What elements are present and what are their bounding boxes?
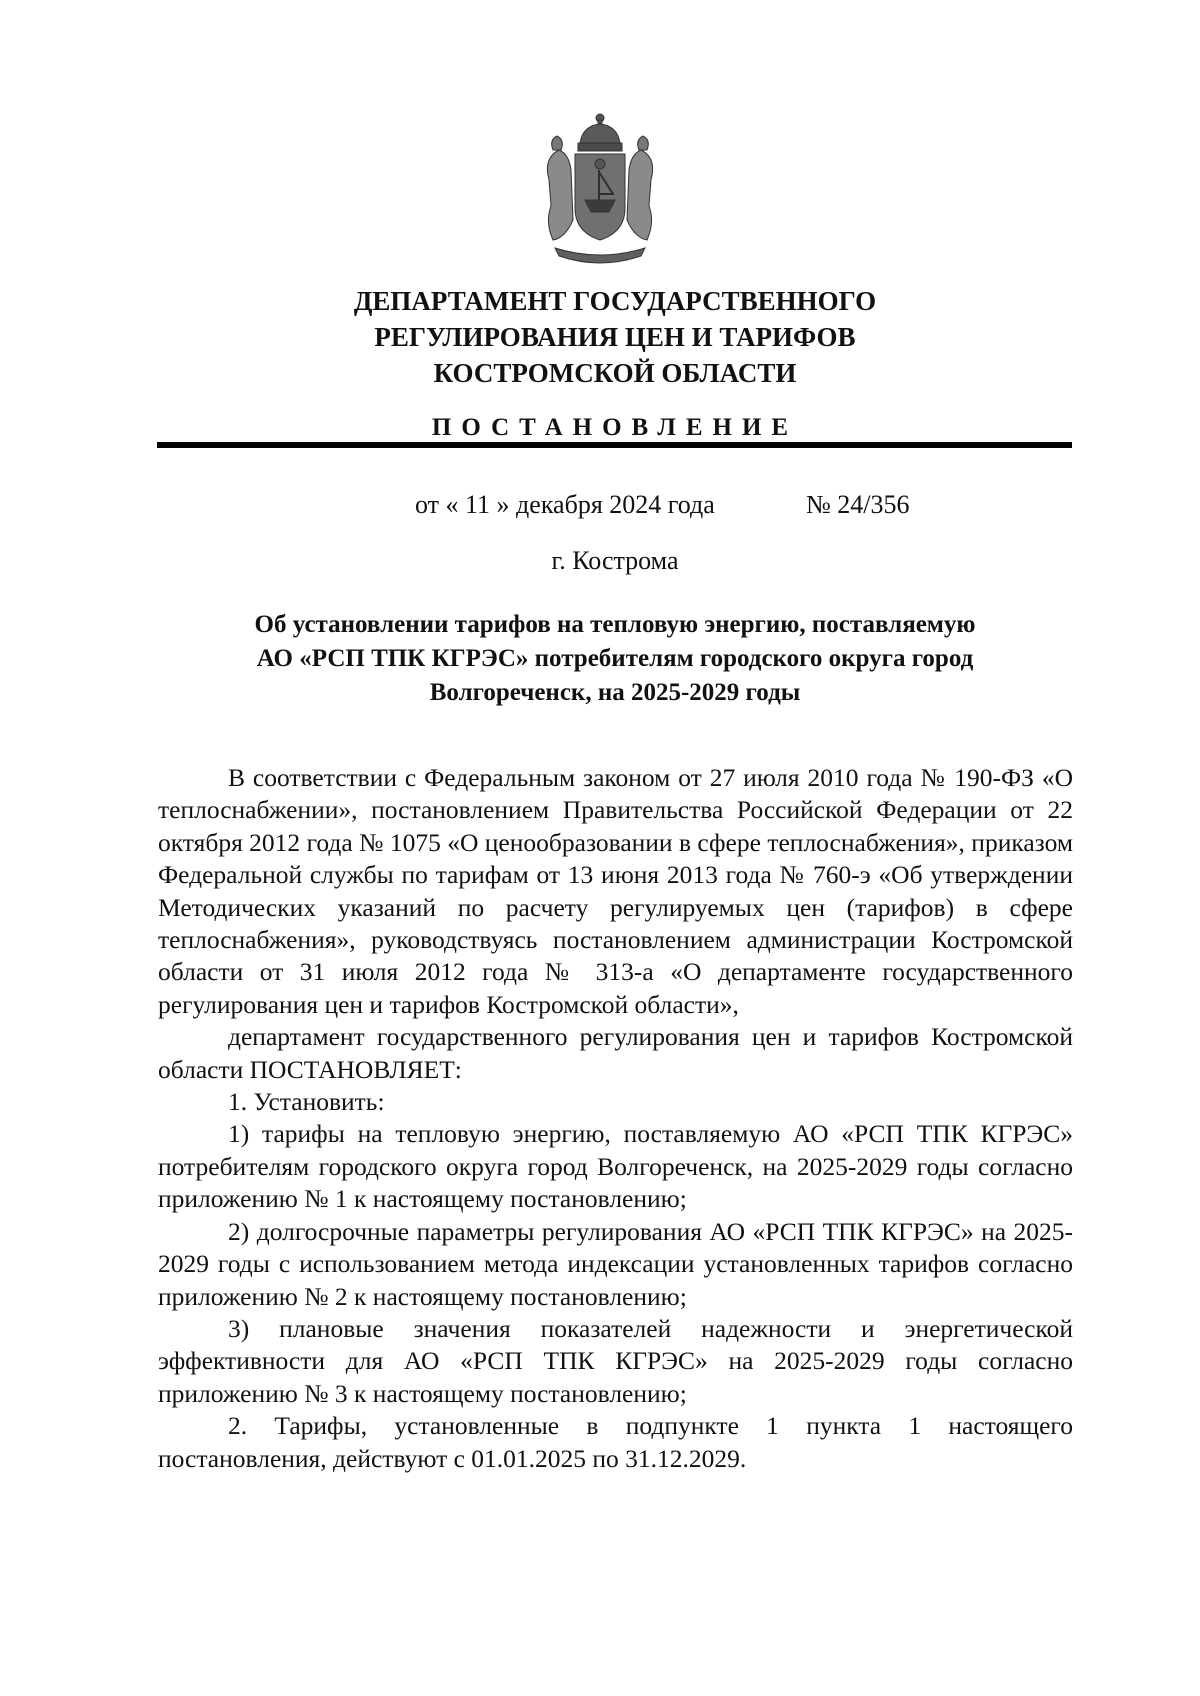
document-city: г. Кострома: [551, 546, 679, 575]
document-date: от « 11 » декабря 2024 года: [415, 490, 715, 519]
document-subject: [180, 608, 1050, 710]
department-title-line-3: КОСТРОМСКОЙ ОБЛАСТИ: [433, 358, 797, 388]
body-paragraph-resolves: департамент государственного регулирования цен и тарифов Костромской области ПОСТАНОВЛЯЕТ:: [158, 1022, 1073, 1084]
document-body: [158, 762, 1073, 1475]
subject-line-1: Об установлении тарифов на тепловую энергию, поставляемую: [254, 611, 976, 638]
document-type-heading: ПОСТАНОВЛЕНИЕ: [431, 414, 799, 441]
document-number: № 24/356: [806, 490, 910, 519]
header-divider: [157, 442, 1072, 448]
body-paragraph-item-1: 1. Установить:: [228, 1087, 385, 1117]
department-title-line-2: РЕГУЛИРОВАНИЯ ЦЕН И ТАРИФОВ: [374, 322, 856, 352]
body-paragraph-preamble: В соответствии с Федеральным законом от 27 июля 2010 года № 190-ФЗ «О теплоснабжении», постановлением Правительства Российской Федерации от 22 октября 2012 года № 1075 «О ценообразовании в сфере теплоснабжения», приказом Федеральной службы по тарифам от 13 июня 2013 года № 760-э «Об утверждении Методических указаний по расчету регулируемых цен (тарифов) в сфере теплоснабжения», руководствуясь постановлением администрации Костромской области от 31 июля 2012 года № 313-а «О департаменте государственного регулирования цен и тарифов Костромской области»,: [158, 763, 1073, 1019]
kostroma-coat-of-arms-icon: [535, 110, 665, 270]
subject-line-2: АО «РСП ТПК КГРЭС» потребителям городского округа город: [256, 645, 974, 672]
body-paragraph-subitem-3: 3) плановые значения показателей надежности и энергетической эффективности для АО «РСП ТПК КГРЭС» на 2025-2029 годы согласно приложению № 3 к настоящему постановлению;: [158, 1313, 1073, 1408]
subject-line-3: Волгореченск, на 2025-2029 годы: [429, 679, 801, 706]
body-paragraph-item-2: 2. Тарифы, установленные в подпункте 1 пункта 1 настоящего постановления, действуют с 01.01.2025 по 31.12.2029.: [158, 1411, 1073, 1473]
department-title: [150, 283, 1080, 391]
department-title-line-1: ДЕПАРТАМЕНТ ГОСУДАРСТВЕННОГО: [353, 286, 877, 316]
body-paragraph-subitem-1: 1) тарифы на тепловую энергию, поставляемую АО «РСП ТПК КГРЭС» потребителям городского округа город Волгореченск, на 2025-2029 годы согласно приложению № 1 к настоящему постановлению;: [158, 1119, 1073, 1214]
body-paragraph-subitem-2: 2) долгосрочные параметры регулирования АО «РСП ТПК КГРЭС» на 2025-2029 годы с использованием метода индексации установленных тарифов согласно приложению № 2 к настоящему постановлению;: [158, 1216, 1073, 1311]
